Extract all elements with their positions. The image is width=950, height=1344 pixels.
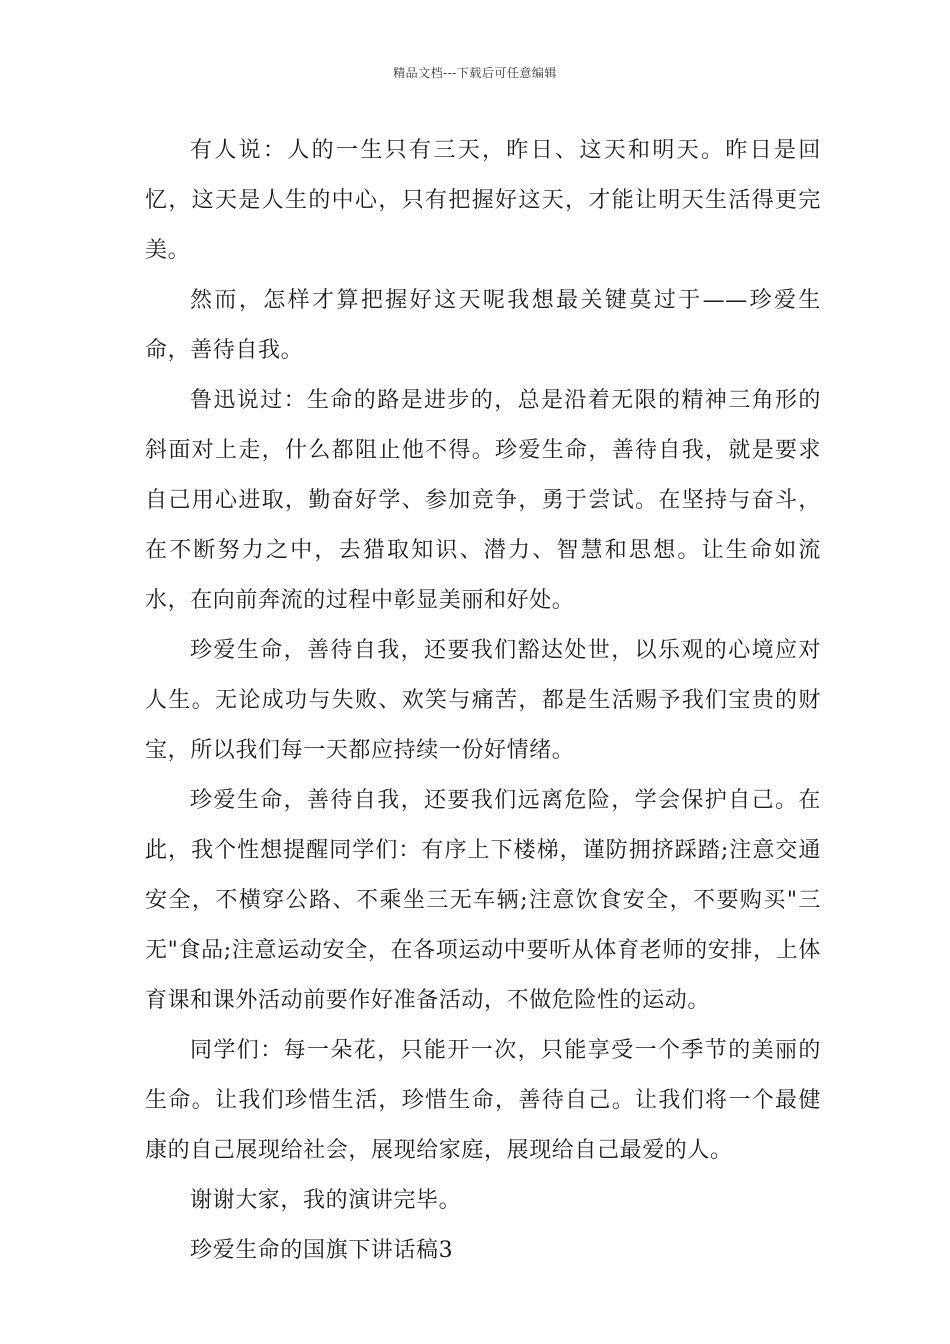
paragraph: 珍爱生命，善待自我，还要我们远离危险，学会保护自己。在此，我个性想提醒同学们：有序上下楼梯，谨防拥挤踩踏;注意交通安全，不横穿公路、不乘坐三无车辆;注意饮食安全，不要购买"三无"食品;注意运动安全，在各项运动中要听从体育老师的安排，上体育课和课外活动前要作好准备活动，不做危险性的运动。 [145, 788, 821, 1013]
paragraph: 同学们：每一朵花，只能开一次，只能享受一个季节的美丽的生命。让我们珍惜生活，珍惜生命，善待自己。让我们将一个最健康的自己展现给社会，展现给家庭，展现给自己最爱的人。 [145, 1038, 821, 1163]
section-title: 珍爱生命的国旗下讲话稿3 [190, 1238, 454, 1263]
paragraph: 有人说：人的一生只有三天，昨日、这天和明天。昨日是回忆，这天是人生的中心，只有把握好这天，才能让明天生活得更完美。 [145, 138, 821, 263]
page-header: 精品文档---下载后可任意编辑 [393, 66, 557, 80]
paragraph: 谢谢大家，我的演讲完毕。 [190, 1188, 462, 1213]
paragraph: 珍爱生命，善待自我，还要我们豁达处世，以乐观的心境应对人生。无论成功与失败、欢笑与痛苦，都是生活赐予我们宝贵的财宝，所以我们每一天都应持续一份好情绪。 [145, 638, 821, 763]
paragraph: 鲁迅说过：生命的路是进步的，总是沿着无限的精神三角形的斜面对上走，什么都阻止他不得。珍爱生命，善待自我，就是要求自己用心进取，勤奋好学、参加竞争，勇于尝试。在坚持与奋斗，在不断努力之中，去猎取知识、潜力、智慧和思想。让生命如流水，在向前奔流的过程中彰显美丽和好处。 [145, 388, 821, 613]
document-body [145, 126, 821, 1276]
paragraph: 然而，怎样才算把握好这天呢我想最关键莫过于——珍爱生命，善待自我。 [145, 288, 821, 363]
